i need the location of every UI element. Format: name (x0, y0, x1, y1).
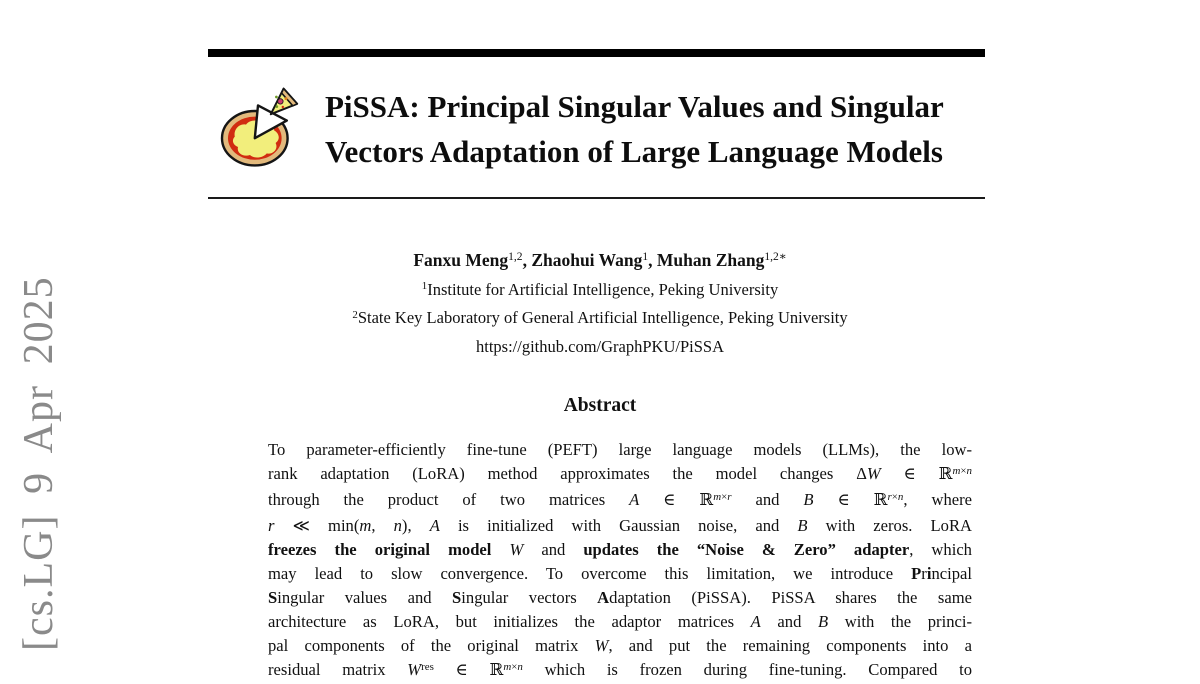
abstract-line: r ≪ min(m, n), A is initialized with Gaussian noise, and B with zeros. LoRA (268, 516, 973, 535)
title-rule-bottom (208, 197, 985, 199)
paper-header (218, 84, 944, 174)
authors-block (200, 248, 1000, 359)
abstract-text (268, 438, 972, 684)
affiliation-1: $^1$Institute for Artificial Intelligence, Peking University (421, 279, 779, 299)
pizza-slice (271, 89, 297, 115)
abstract-line: Singular values and Singular vectors Adaptation (PiSSA). PiSSA shares the same (268, 588, 972, 607)
abstract-line: through the product of two matrices A ∈ ℝ$^{m\times r}$ and B ∈ ℝ$^{r\times n}$, where (268, 490, 972, 509)
abstract-line: architecture as LoRA, but initializes the adaptor matrices A and B with the princi- (268, 612, 972, 631)
abstract-line: pal components of the original matrix W, and put the remaining components into a (268, 636, 972, 655)
pizza-logo-icon (218, 84, 298, 170)
paper-title-line1: PiSSA: Principal Singular Values and Singular (325, 89, 944, 124)
abstract-line: rank adaptation (LoRA) method approximates the model changes ΔW ∈ ℝ$^{m\times n}$ (268, 464, 972, 483)
abstract-line: freezes the original model W and updates the “Noise & Zero” adapter, which (268, 540, 972, 559)
authors-line: Fanxu Meng$^{1,2}$, Zhaohui Wang$^1$, Muhan Zhang$^{1,2∗}$ (413, 250, 787, 270)
title-rule-top (208, 49, 985, 57)
abstract-line: To parameter-efficiently fine-tune (PEFT) large language models (LLMs), the low- (268, 440, 972, 459)
abstract-line: residual matrix $W^{res}$ ∈ ℝ$^{m\times n}$ which is frozen during fine-tuning. Compared to (268, 660, 973, 679)
github-link[interactable]: https://github.com/GraphPKU/PiSSA (476, 336, 724, 356)
arxiv-stamp: [cs.LG] 9 Apr 2025 (16, 276, 62, 651)
paper-title (325, 84, 944, 174)
abstract-line: may lead to slow convergence. To overcome this limitation, we introduce Principal (268, 564, 972, 583)
affiliation-2: $^2$State Key Laboratory of General Artificial Intelligence, Peking University (352, 308, 848, 327)
abstract-heading: Abstract (563, 395, 637, 416)
paper-title-line2: Vectors Adaptation of Large Language Models (325, 134, 943, 169)
